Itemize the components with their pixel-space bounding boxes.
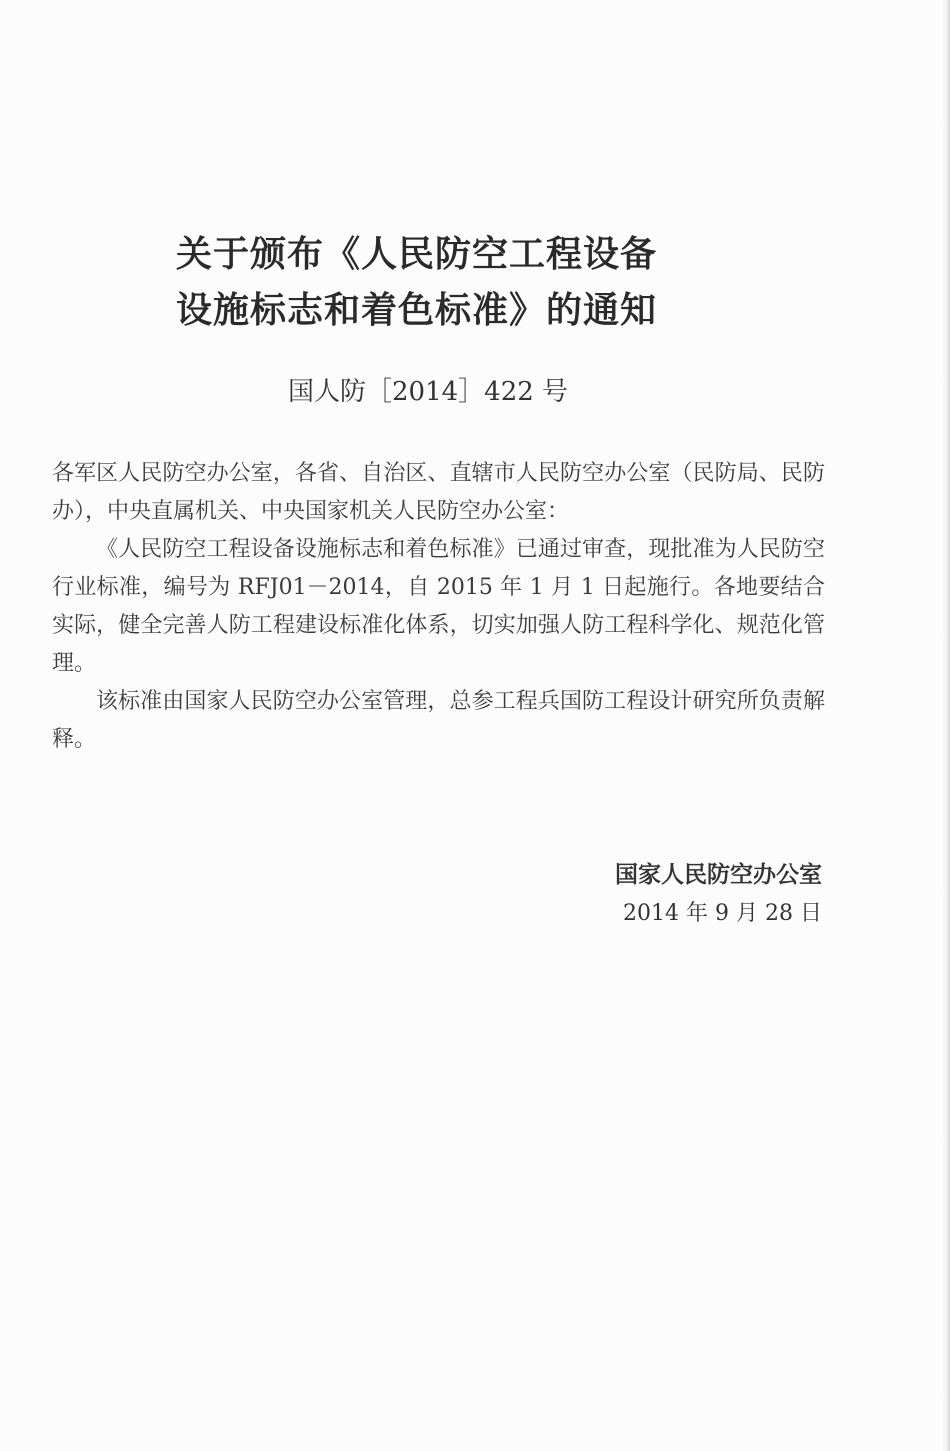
- signature-block: [615, 855, 822, 933]
- issue-date: 2014 年 9 月 28 日: [623, 901, 822, 926]
- notice-body: [52, 455, 825, 759]
- addressee-paragraph: 各军区人民防空办公室，各省、自治区、直辖市人民防空办公室（民防局、民防办），中央直属机关、中央国家机关人民防空办公室：: [52, 461, 825, 524]
- body-paragraph-2: 该标准由国家人民防空办公室管理，总参工程兵国防工程设计研究所负责解释。: [52, 689, 825, 752]
- title-line-2: 设施标志和着色标准》的通知: [176, 289, 658, 331]
- document-number: 国人防［2014］422 号: [288, 377, 569, 407]
- issuing-organization: 国家人民防空办公室: [615, 861, 822, 888]
- body-paragraph-1: 《人民防空工程设备设施标志和着色标准》已通过审查，现批准为人民防空行业标准，编号为 RFJ01－2014，自 2015 年 1 月 1 日起施行。各地要结合实际，健全完善人防工程建设标准化体系，切实加强人防工程科学化、规范化管理。: [52, 537, 825, 676]
- page-edge-shadow: [942, 0, 948, 1451]
- title-line-1: 关于颁布《人民防空工程设备: [176, 233, 658, 275]
- notice-title: [176, 226, 816, 338]
